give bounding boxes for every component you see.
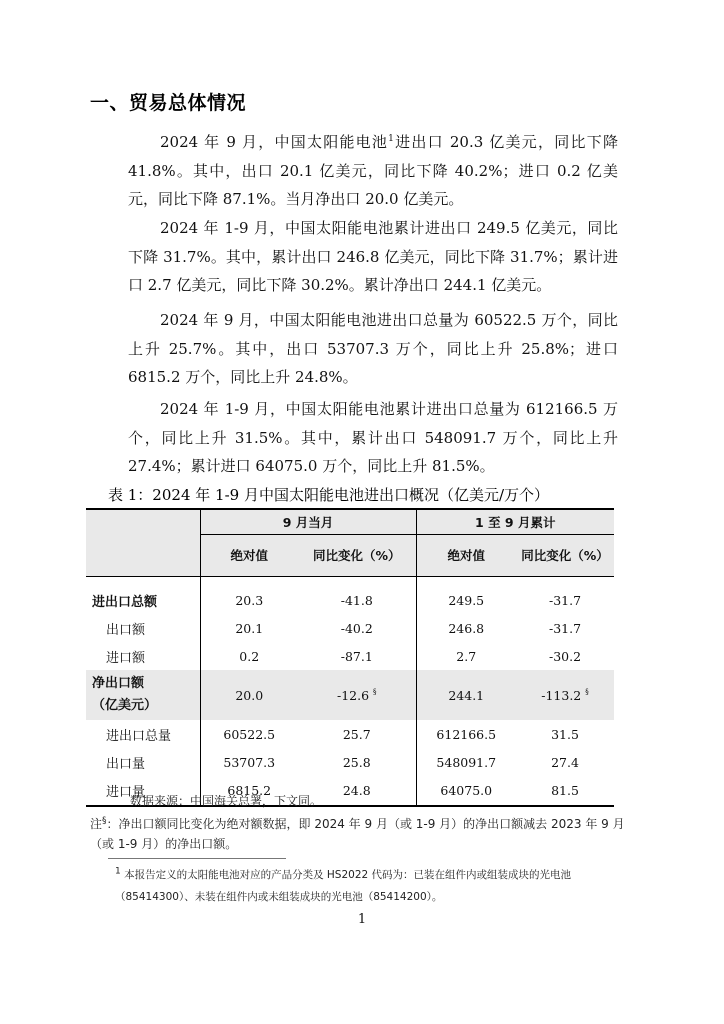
paragraph-1: 2024 年 9 月，中国太阳能电池$^1$进出口 20.3 亿美元，同比下降 41.8%。其中，出口 20.1 亿美元，同比下降 40.2%；进口 0.2 亿美元，同比下降 87.1%。当月净出口 20.0 亿美元。 xyxy=(128,133,618,208)
footnote-ref-1[interactable]: 1 xyxy=(388,134,394,144)
cell: -40.2 xyxy=(298,614,416,642)
note-mark: § xyxy=(585,687,589,696)
cell: 246.8 xyxy=(448,620,485,636)
row-label: 进口额 xyxy=(86,642,200,670)
table-note: 注§：净出口额同比变化为绝对额数据，即 2024 年 9 月（或 1-9 月）的净出口额减去 2023 年 9 月（或 1-9 月）的净出口额。 xyxy=(90,816,625,851)
paragraph-3: 2024 年 9 月，中国太阳能电池进出口总量为 60522.5 万个，同比上升 25.7%。其中，出口 53707.3 万个，同比上升 25.8%；进口 6815.2 万个，同比上升 24.8%。 xyxy=(128,311,618,386)
table-row xyxy=(86,720,614,748)
table-caption: 表 1：2024 年 1-9 月中国太阳能电池进出口概况（亿美元/万个） xyxy=(108,486,550,504)
table-row xyxy=(86,642,614,670)
footnote-1: 1 本报告定义的太阳能电池对应的产品分类及 HS2022 代码为：已装在组件内或组装成块的光电池（85414300）、未装在组件内或未组装成块的光电池（85414200）。 xyxy=(115,866,572,903)
table-corner-lower xyxy=(86,534,200,576)
cell: 27.4 xyxy=(551,754,579,770)
cell: 2.7 xyxy=(456,648,477,664)
cell: -87.1 xyxy=(298,642,416,670)
cell: 64075.0 xyxy=(416,776,516,806)
group-header-ytd: 1 至 9 月累计 xyxy=(416,509,614,534)
cell: 0.2 xyxy=(239,648,260,664)
sub-header-abs-ytd: 绝对值 xyxy=(416,534,516,576)
sub-header-abs-month: 绝对值 xyxy=(200,534,298,576)
cell: -31.7 xyxy=(548,592,582,608)
table-row xyxy=(86,614,614,642)
group-header-month: 9 月当月 xyxy=(200,509,416,534)
page-number: 1 xyxy=(357,912,367,927)
table-corner xyxy=(86,509,200,534)
cell: 20.0 xyxy=(235,687,264,703)
sub-header-yoy-ytd: 同比变化（%） xyxy=(516,534,614,576)
cell: 612166.5 xyxy=(436,726,497,742)
trade-summary-table xyxy=(86,508,614,807)
sub-header-yoy-month: 同比变化（%） xyxy=(298,534,416,576)
paragraph-4: 2024 年 1-9 月，中国太阳能电池累计进出口总量为 612166.5 万个，同比上升 31.5%。其中，累计出口 548091.7 万个，同比上升 27.4%；累计进口 64075.0 万个，同比上升 81.5%。 xyxy=(128,400,618,475)
table-row xyxy=(86,586,614,614)
row-label: 出口额 xyxy=(86,614,200,642)
footnote-divider xyxy=(108,858,286,859)
cell: -30.2 xyxy=(548,648,582,664)
cell: 244.1 xyxy=(448,687,485,703)
cell: 25.8 xyxy=(298,748,416,776)
table-row xyxy=(86,748,614,776)
cell: -12.6 § xyxy=(298,670,416,720)
paragraph-2: 2024 年 1-9 月，中国太阳能电池累计进出口 249.5 亿美元，同比下降 31.7%。其中，累计出口 246.8 亿美元，同比下降 31.7%；累计进口 2.7 亿美元，同比下降 30.2%。累计净出口 244.1 亿美元。 xyxy=(128,219,618,294)
cell: -41.8 xyxy=(298,586,416,614)
cell: 31.5 xyxy=(551,726,579,742)
cell: -113.2 § xyxy=(541,687,589,703)
cell: 25.7 xyxy=(298,720,416,748)
row-label: 进出口总量 xyxy=(86,720,200,748)
cell: 24.8 xyxy=(298,776,416,806)
cell: 548091.7 xyxy=(436,754,497,770)
cell: 60522.5 xyxy=(223,726,276,742)
cell: 249.5 xyxy=(448,592,485,608)
cell: -31.7 xyxy=(548,620,582,636)
row-label: 出口量 xyxy=(86,748,200,776)
cell: 81.5 xyxy=(516,776,614,806)
data-source-note: 数据来源：中国海关总署，下文同。 xyxy=(130,794,323,808)
cell: 6815.2 xyxy=(200,776,298,806)
row-label: 净出口额 （亿美元） xyxy=(86,670,200,720)
table-row xyxy=(86,670,614,720)
cell: 20.3 xyxy=(235,592,264,608)
row-label: 进出口总额 xyxy=(86,586,200,614)
section-heading: 一、贸易总体情况 xyxy=(90,92,247,114)
cell: 20.1 xyxy=(235,620,264,636)
cell: 53707.3 xyxy=(223,754,276,770)
note-mark: § xyxy=(373,687,377,696)
row-label: 进口量 xyxy=(86,776,200,806)
